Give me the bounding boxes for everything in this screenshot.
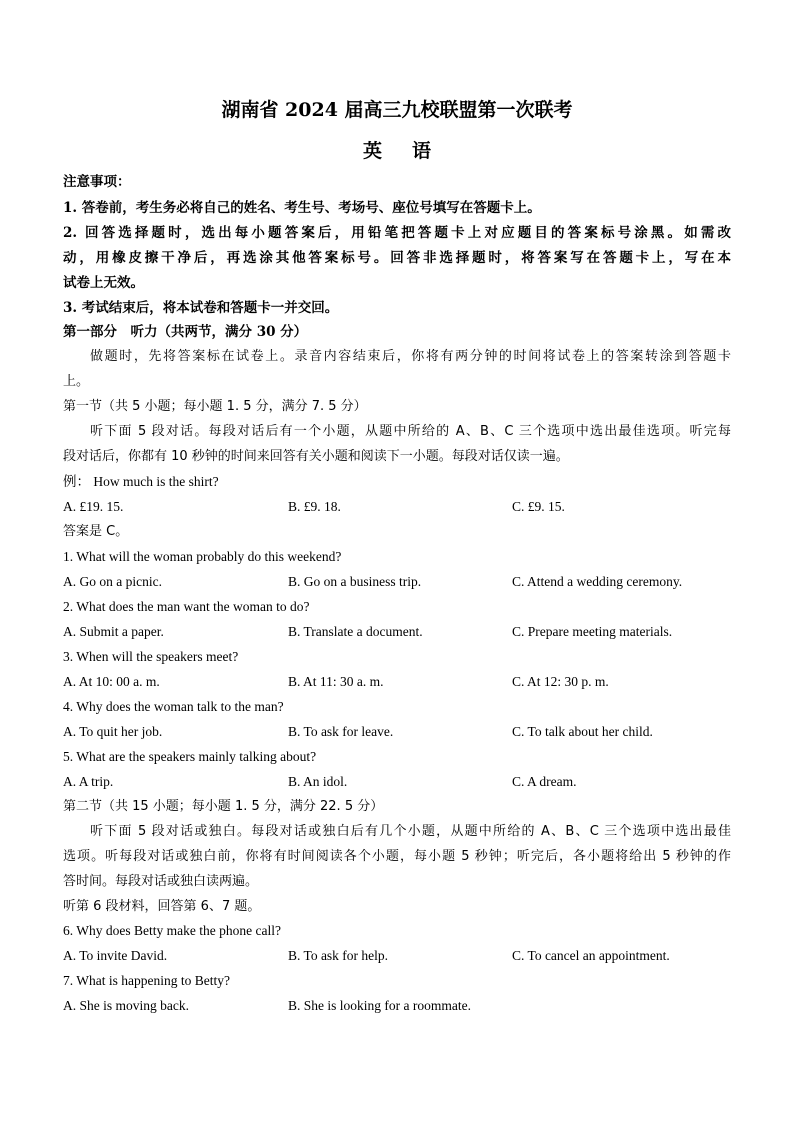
part1-heading: 第一部分 听力（共两节，满分 30 分） [63,324,308,340]
question-5-option-c: C. A dream. [512,774,577,789]
question-5-option-a: A. A trip. [63,774,114,789]
question-1-option-a: A. Go on a picnic. [63,574,162,589]
question-1: 1. What will the woman probably do this weekend? [63,549,342,564]
question-4-option-a: A. To quit her job. [63,724,163,739]
example-question: 例： How much is the shirt? [63,474,219,489]
part1-intro-line2: 上。 [63,374,90,389]
note-item-3: 3. 考试结束后，将本试卷和答题卡一并交回。 [63,300,339,316]
section2-instructions-line2: 选项。听每段对话或独白前，你将有时间阅读各个小题，每小题 5 秒钟；听完后，各小题将给出 5 秒钟的作 [63,849,731,864]
question-2-option-b: B. Translate a document. [288,624,423,639]
note-item-2c: 试卷上无效。 [63,275,144,291]
example-option-b: B. £9. 18. [288,499,341,514]
question-3-option-a: A. At 10: 00 a. m. [63,674,160,689]
question-6-option-b: B. To ask for help. [288,948,389,963]
question-4-option-b: B. To ask for leave. [288,724,394,739]
section2-instructions-line3: 答时间。每段对话或独白读两遍。 [63,874,259,889]
example-option-a: A. £19. 15. [63,499,124,514]
question-6-option-a: A. To invite David. [63,948,168,963]
question-7-option-b: B. She is looking for a roommate. [288,998,471,1013]
question-2-option-c: C. Prepare meeting materials. [512,624,673,639]
notes-heading: 注意事项： [63,174,131,190]
question-2-option-a: A. Submit a paper. [63,624,164,639]
question-5: 5. What are the speakers mainly talking about? [63,749,317,764]
part1-intro-line1: 做题时，先将答案标在试卷上。录音内容结束后，你将有两分钟的时间将试卷上的答案转涂到答题卡 [90,349,731,364]
question-4-option-c: C. To talk about her child. [512,724,653,739]
question-5-option-b: B. An idol. [288,774,348,789]
question-6-option-c: C. To cancel an appointment. [512,948,670,963]
section1-heading: 第一节（共 5 小题；每小题 1. 5 分，满分 7. 5 分） [63,399,367,414]
section1-instructions-line1: 听下面 5 段对话。每段对话后有一个小题，从题中所给的 A、B、C 三个选项中选出最佳选项。听完每 [90,424,731,439]
example-option-c: C. £9. 15. [512,499,565,514]
example-answer: 答案是 C。 [63,524,129,539]
section1-instructions-line2: 段对话后，你都有 10 秒钟的时间来回答有关小题和阅读下一小题。每段对话仅读一遍。 [63,449,569,464]
note-item-2b: 动，用橡皮擦干净后，再选涂其他答案标号。回答非选择题时，将答案写在答题卡上，写在本 [63,250,731,266]
question-2: 2. What does the man want the woman to do? [63,599,310,614]
question-1-option-b: B. Go on a business trip. [288,574,422,589]
question-6: 6. Why does Betty make the phone call? [63,923,281,938]
question-3-option-b: B. At 11: 30 a. m. [288,674,384,689]
question-7: 7. What is happening to Betty? [63,973,230,988]
question-1-option-c: C. Attend a wedding ceremony. [512,574,683,589]
note-item-1: 1. 答卷前，考生务必将自己的姓名、考生号、考场号、座位号填写在答题卡上。 [63,200,541,216]
question-3: 3. When will the speakers meet? [63,649,239,664]
section2-instructions-line1: 听下面 5 段对话或独白。每段对话或独白后有几个小题，从题中所给的 A、B、C 三个选项中选出最佳 [90,824,731,839]
note-item-2a: 2. 回答选择题时，选出每小题答案后，用铅笔把答题卡上对应题目的答案标号涂黑。如需改 [63,225,731,241]
section2-heading: 第二节（共 15 小题；每小题 1. 5 分，满分 22. 5 分） [63,799,384,814]
exam-title: 湖南省 2024 届高三九校联盟第一次联考 [221,99,573,121]
subject-title: 英语 [362,140,461,162]
question-3-option-c: C. At 12: 30 p. m. [512,674,609,689]
question-4: 4. Why does the woman talk to the man? [63,699,284,714]
material-6-instruction: 听第 6 段材料，回答第 6、7 题。 [63,899,261,914]
question-7-option-a: A. She is moving back. [63,998,189,1013]
